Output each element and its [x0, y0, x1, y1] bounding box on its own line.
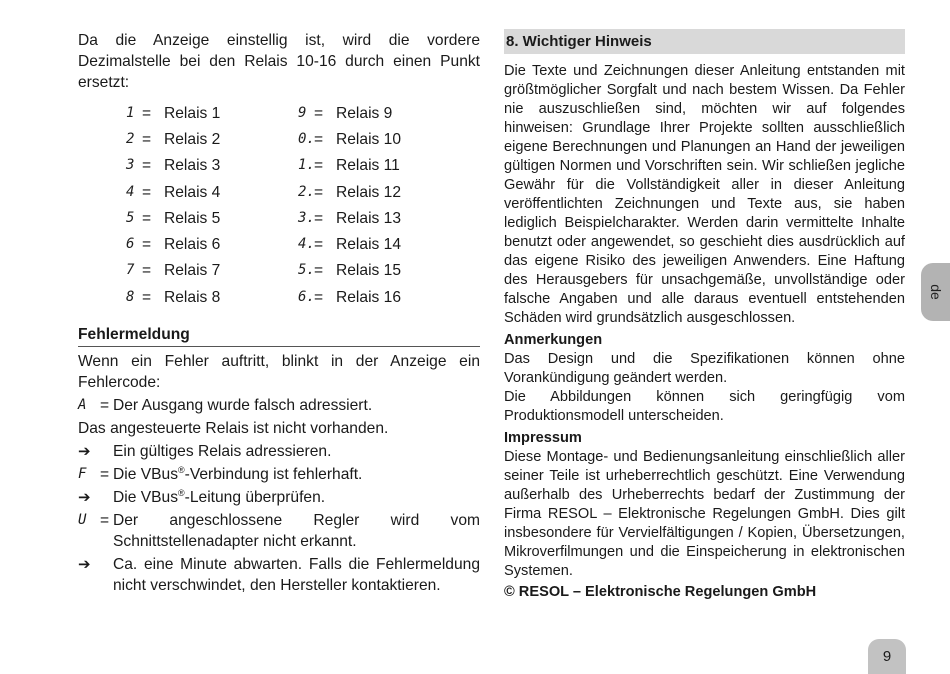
equals-sign: =	[314, 236, 324, 254]
relay-label: Relais 4	[164, 183, 221, 201]
remarks-text-1: Das Design und die Spezifikationen können ohne Vorankündigung geändert werden.	[504, 351, 905, 386]
equals-sign: =	[314, 130, 324, 148]
error-a-line	[78, 395, 480, 416]
vbus-text: Die VBus	[113, 489, 179, 506]
error-f-action	[113, 487, 480, 508]
display-code: 8	[126, 288, 135, 305]
relay-row	[298, 179, 401, 205]
vbus-text: Die VBus	[113, 466, 179, 483]
error-f-action-line	[78, 487, 480, 508]
page-number: 9	[868, 639, 906, 674]
equals-sign: =	[142, 104, 152, 122]
display-code: 4.	[298, 236, 315, 253]
equals-sign: =	[314, 157, 324, 175]
relay-column-1	[126, 100, 220, 310]
error-f-description	[113, 464, 362, 485]
relay-label: Relais 14	[336, 236, 402, 254]
arrow-icon: ➔	[78, 443, 91, 460]
language-tab	[921, 263, 950, 321]
error-code-f: F	[78, 466, 87, 482]
display-code: 3	[126, 157, 135, 174]
equals-sign: =	[314, 288, 324, 306]
registered-mark: ®	[178, 464, 185, 475]
relay-column-2	[298, 100, 401, 310]
error-f-action-rest: -Leitung überprüfen.	[184, 489, 326, 506]
relay-row	[298, 126, 401, 152]
relay-label: Relais 1	[164, 104, 221, 122]
error-f-line	[78, 464, 480, 485]
display-code: 6.	[298, 288, 315, 305]
error-u-line	[78, 510, 480, 552]
relay-row	[126, 179, 220, 205]
relay-row	[126, 258, 220, 284]
equals-sign: =	[142, 288, 152, 306]
relay-label: Relais 8	[164, 288, 221, 306]
relay-label: Relais 10	[336, 130, 402, 148]
relay-intro-text: Da die Anzeige einstellig ist, wird die vordere Dezimalstelle bei den Relais 10-16 durch einen Punkt ersetzt:	[78, 32, 480, 91]
left-column	[78, 30, 480, 596]
error-u-description: Der angeschlossene Regler wird vom Schnittstellenadapter nicht erkannt.	[113, 512, 480, 550]
relay-label: Relais 2	[164, 130, 221, 148]
error-code-u: U	[78, 512, 87, 528]
display-code: 1	[126, 104, 135, 121]
relay-row	[298, 231, 401, 257]
equals-sign: =	[314, 262, 324, 280]
equals-sign: =	[100, 512, 110, 529]
display-code: 5	[126, 209, 135, 226]
equals-sign: =	[314, 209, 324, 227]
error-a-description: Der Ausgang wurde falsch adressiert.	[113, 397, 373, 414]
equals-sign: =	[142, 157, 152, 175]
remarks-text-2: Die Abbildungen können sich geringfügig vom Produktionsmodell unterscheiden.	[504, 389, 905, 424]
relay-label: Relais 9	[336, 104, 393, 122]
equals-sign: =	[100, 397, 110, 414]
relay-row	[126, 205, 220, 231]
relay-label: Relais 5	[164, 209, 221, 227]
remarks-heading: Anmerkungen	[504, 332, 603, 348]
equals-sign: =	[142, 262, 152, 280]
imprint-heading: Impressum	[504, 430, 582, 446]
copyright-notice: © RESOL – Elektronische Regelungen GmbH	[504, 584, 817, 600]
display-code: 6	[126, 236, 135, 253]
relay-row	[126, 284, 220, 310]
display-code: 5.	[298, 262, 315, 279]
display-code: 2	[126, 130, 135, 147]
section-heading-important-notice: 8. Wichtiger Hinweis	[504, 29, 905, 54]
relay-label: Relais 6	[164, 236, 221, 254]
relay-label: Relais 11	[336, 157, 400, 175]
relay-row	[126, 126, 220, 152]
display-code: 3.	[298, 209, 315, 226]
error-a-action-line	[78, 441, 480, 462]
relay-row	[298, 258, 401, 284]
relay-label: Relais 7	[164, 262, 221, 280]
error-a-note: Das angesteuerte Relais ist nicht vorhanden.	[78, 420, 389, 437]
equals-sign: =	[142, 183, 152, 201]
display-code: 1.	[298, 157, 315, 174]
display-code: 4	[126, 183, 135, 200]
relay-row	[298, 100, 401, 126]
right-column	[504, 29, 905, 602]
error-a-action: Ein gültiges Relais adressieren.	[113, 443, 332, 460]
imprint-text: Diese Montage- und Bedienungsanleitung einschließlich aller seiner Teile ist urheberrechtlich geschützt. Eine Verwendung außerhalb des Urheberrechts bedarf der Zustimmung der Firma RESOL – Elektronische Regelungen GmbH. Dies gilt insbesondere für Vervielfältigungen / Kopien, Übersetzungen, Mikroverfilmungen und die Einspeicherung in elektronischen Systemen.	[504, 449, 905, 579]
error-u-action: Ca. eine Minute abwarten. Falls die Fehlermeldung nicht verschwindet, den Hersteller kontaktieren.	[113, 556, 480, 594]
relay-row	[298, 284, 401, 310]
relay-row	[298, 153, 401, 179]
equals-sign: =	[142, 209, 152, 227]
display-code: 2.	[298, 183, 315, 200]
equals-sign: =	[142, 130, 152, 148]
relay-label: Relais 16	[336, 288, 402, 306]
display-code: 7	[126, 262, 135, 279]
arrow-icon: ➔	[78, 489, 91, 506]
registered-mark: ®	[178, 487, 185, 498]
error-code-a: A	[78, 397, 87, 413]
equals-sign: =	[314, 104, 324, 122]
relay-row	[126, 231, 220, 257]
relay-row	[126, 100, 220, 126]
relay-row	[126, 153, 220, 179]
error-intro-text: Wenn ein Fehler auftritt, blinkt in der Anzeige ein Fehlercode:	[78, 353, 480, 391]
relay-label: Relais 12	[336, 183, 402, 201]
error-heading: Fehlermeldung	[78, 324, 480, 347]
error-u-action-line	[78, 554, 480, 596]
arrow-icon: ➔	[78, 556, 91, 573]
display-code: 9	[298, 104, 307, 121]
relay-mapping-table	[78, 100, 480, 312]
error-f-description-rest: -Verbindung ist fehlerhaft.	[184, 466, 363, 483]
display-code: 0.	[298, 130, 315, 147]
relay-label: Relais 15	[336, 262, 402, 280]
relay-label: Relais 3	[164, 157, 221, 175]
relay-label: Relais 13	[336, 209, 402, 227]
notice-text: Die Texte und Zeichnungen dieser Anleitung entstanden mit größtmöglicher Sorgfalt und nach bestem Wissen. Da Fehler nie auszuschließen sind, möchten wir auf folgendes hinweisen: Grundlage Ihrer Projekte sollten ausschließlich eigene Berechnungen und Planungen an Hand der jeweiligen gültigen Normen und Vorschriften sein. Wir schließen jegliche Gewähr für die Vollständigkeit aller in dieser Anleitung veröffentlichten Zeichnungen und Texte aus, sie haben lediglich Beispielcharakter. Werden darin vermittelte Inhalte benutzt oder angewendet, so geschieht dies ausdrücklich auf das eigene Risiko des jeweiligen Anwenders. Eine Haftung des Herausgebers für unsachgemäße, unvollständige oder falsche Angaben und alle daraus eventuell entstehenden Schäden wird grundsätzlich ausgeschlossen.	[504, 63, 905, 326]
equals-sign: =	[314, 183, 324, 201]
equals-sign: =	[100, 466, 110, 483]
relay-row	[298, 205, 401, 231]
language-tab-label: de	[927, 284, 944, 300]
equals-sign: =	[142, 236, 152, 254]
